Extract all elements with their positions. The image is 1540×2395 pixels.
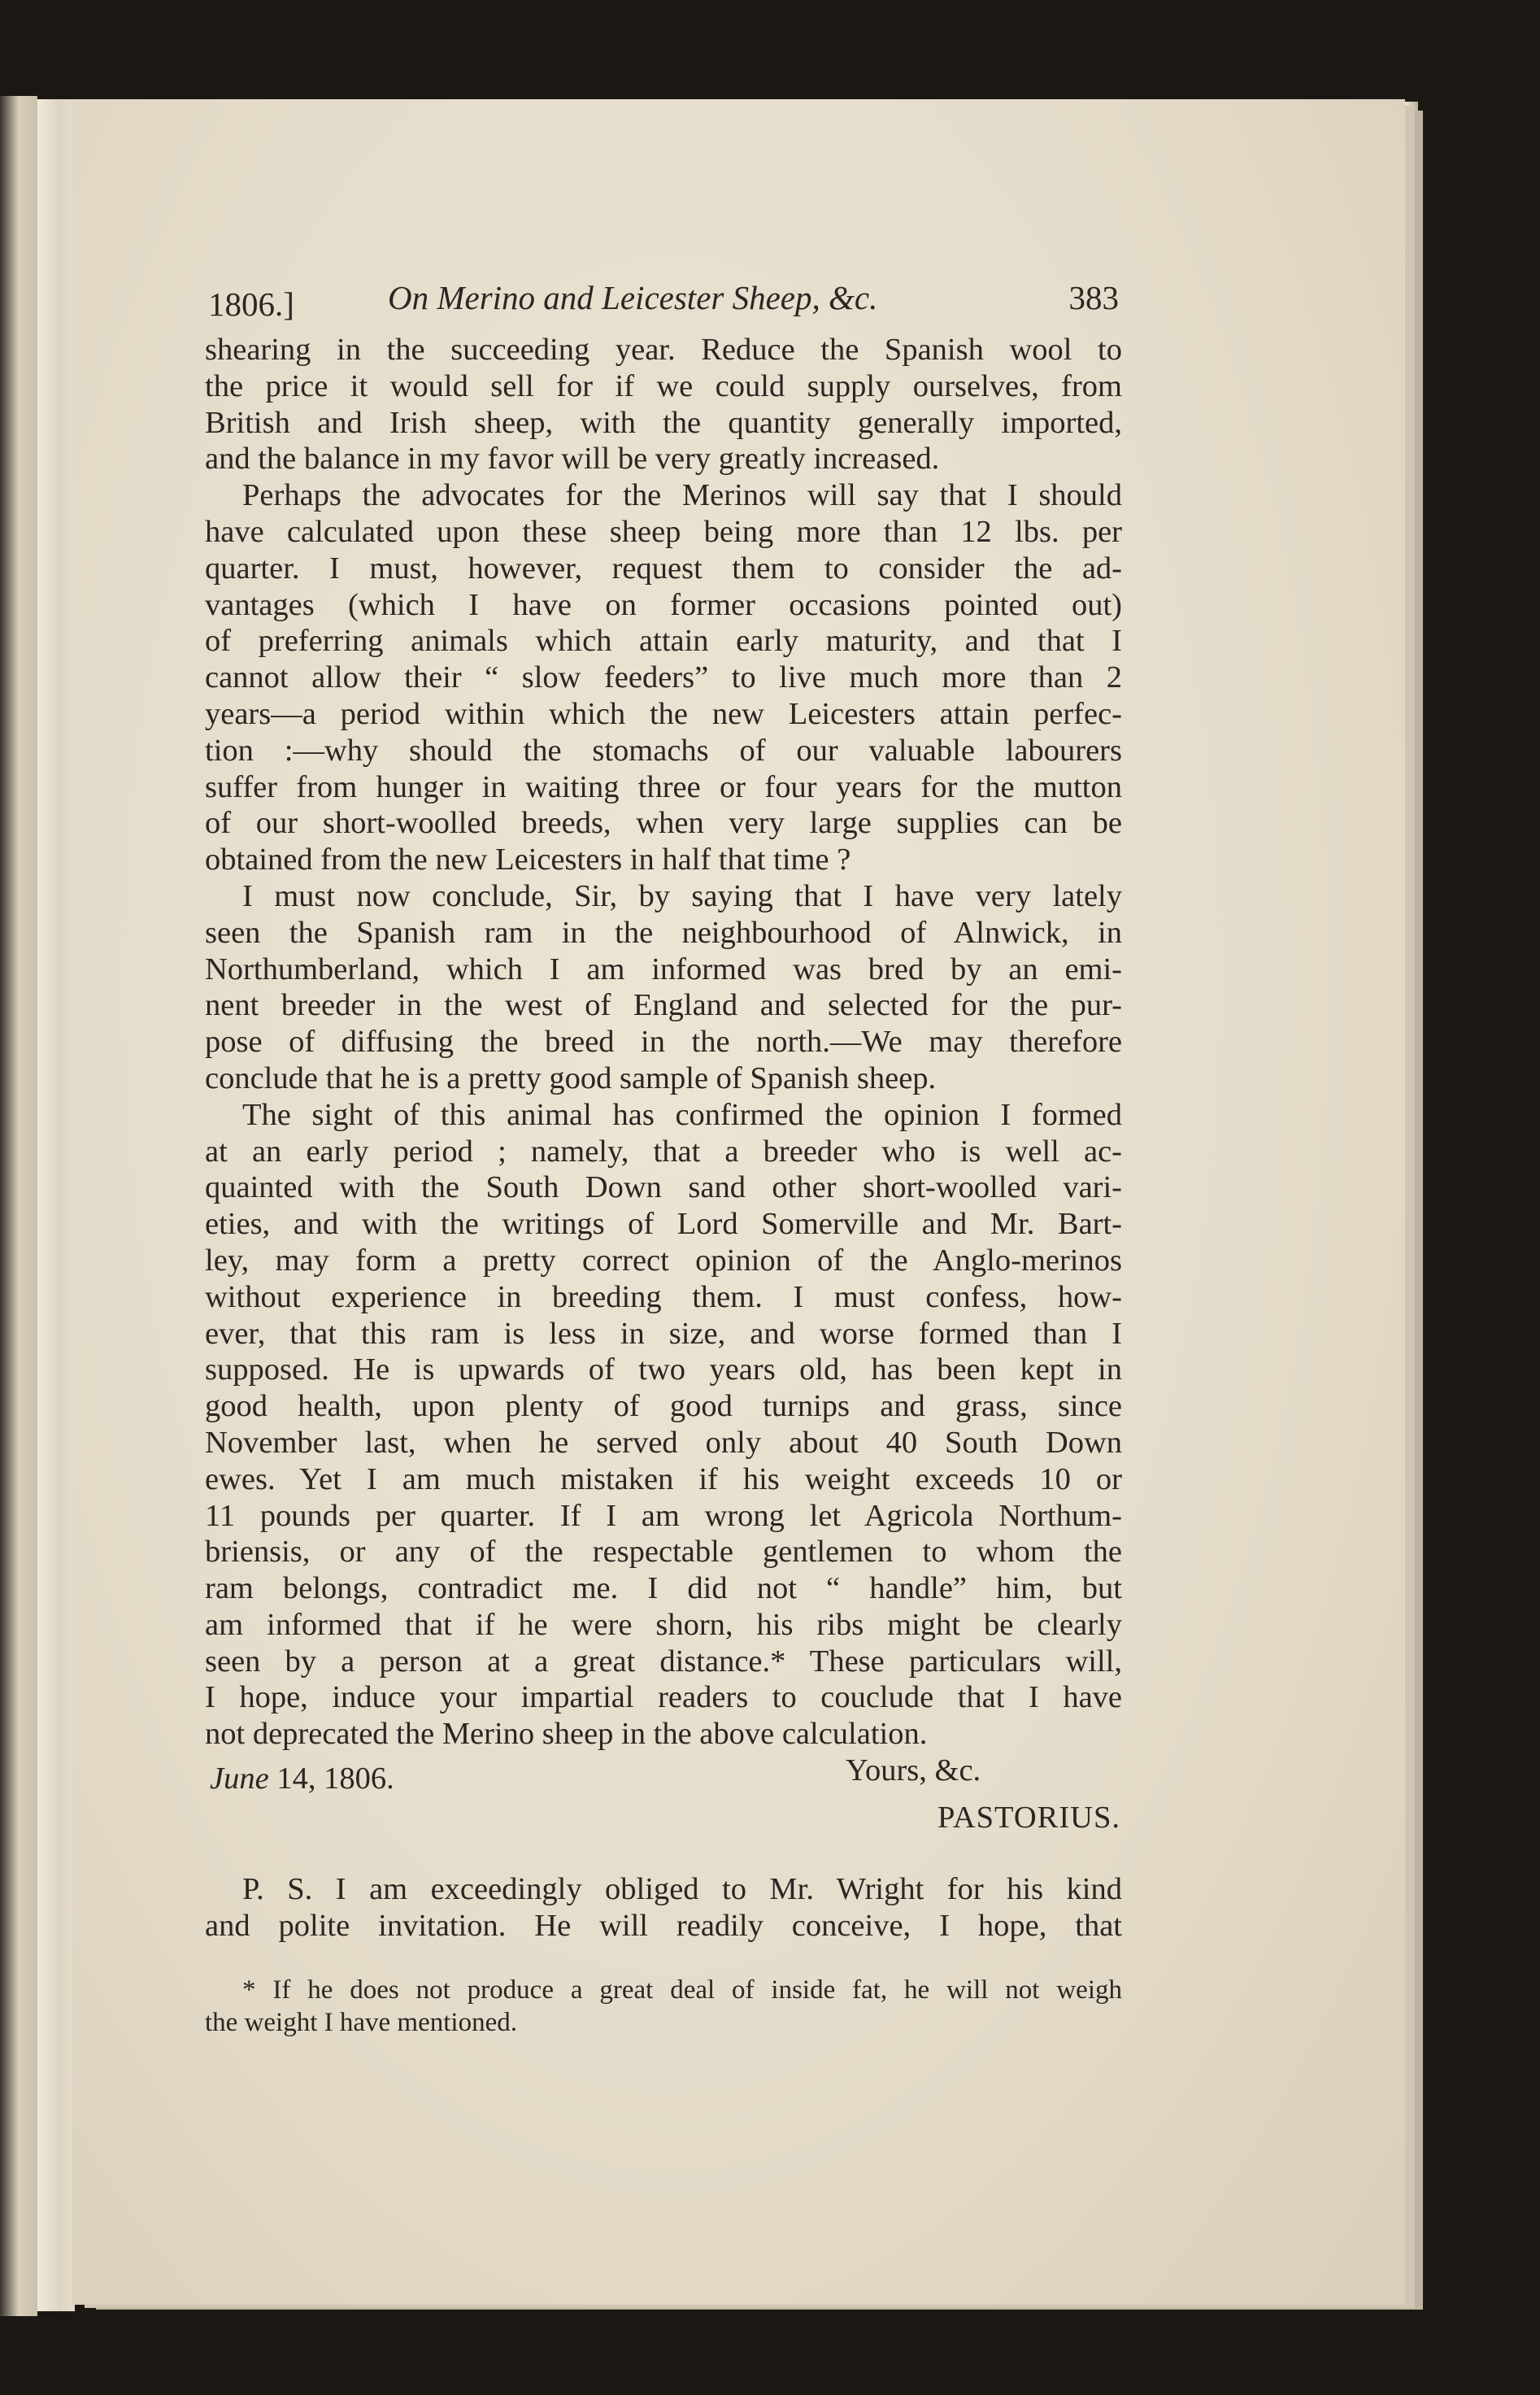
- text-line: years—a period within which the new Leicesters attain perfec-: [205, 696, 1122, 731]
- text-line: P. S. I am exceedingly obliged to Mr. Wright for his kind: [242, 1872, 1122, 1907]
- text-line: suffer from hunger in waiting three or four years for the mutton: [205, 769, 1122, 804]
- date-month: June: [210, 1761, 269, 1796]
- page-text: [205, 278, 1122, 2039]
- paragraph-3: [205, 878, 1122, 1097]
- text-line: supposed. He is upwards of two years old, has been kept in: [205, 1352, 1122, 1387]
- text-line: ewes. Yet I am much mistaken if his weight exceeds 10 or: [205, 1461, 1122, 1496]
- text-line: quainted with the South Down sand other short-woolled vari-: [205, 1170, 1122, 1205]
- header-title: On Merino and Leicester Sheep, &c.: [388, 279, 878, 316]
- running-head: [205, 278, 1122, 332]
- footnote-line: * If he does not produce a great deal of inside fat, he will not weigh: [242, 1975, 1122, 2005]
- text-line: I hope, induce your impartial readers to couclude that I have: [205, 1680, 1122, 1715]
- text-line: ley, may form a pretty correct opinion of the Anglo-merinos: [205, 1243, 1122, 1278]
- text-line: November last, when he served only about 40 South Down: [205, 1425, 1122, 1460]
- text-line: seen the Spanish ram in the neighbourhood of Alnwick, in: [205, 915, 1122, 950]
- text-line: of our short-woolled breeds, when very large supplies can be: [205, 806, 1122, 841]
- header-year: 1806.]: [208, 285, 294, 323]
- text-line: and polite invitation. He will readily conceive, I hope, that: [205, 1908, 1122, 1943]
- text-line: Northumberland, which I am informed was bred by an emi-: [205, 951, 1122, 986]
- closing-salutation: Yours, &c.: [846, 1753, 981, 1788]
- letter-date: [210, 1761, 394, 1796]
- paragraph-4: [205, 1097, 1122, 1753]
- text-line: good health, upon plenty of good turnips and grass, since: [205, 1389, 1122, 1424]
- previous-page-edge: [0, 96, 37, 2316]
- text-line: British and Irish sheep, with the quantity generally imported,: [205, 405, 1122, 440]
- binding-gutter: [37, 99, 75, 2311]
- text-line: briensis, or any of the respectable gentlemen to whom the: [205, 1535, 1122, 1570]
- text-line: pose of diffusing the breed in the north.—We may therefore: [205, 1025, 1122, 1060]
- text-line: the price it would sell for if we could supply ourselves, from: [205, 368, 1122, 403]
- text-line: ram belongs, contradict me. I did not “ handle” him, but: [205, 1571, 1122, 1606]
- postscript: [205, 1871, 1122, 1944]
- text-line: of preferring animals which attain early maturity, and that I: [205, 624, 1122, 659]
- text-line: Perhaps the advocates for the Merinos will say that I should: [242, 478, 1122, 513]
- text-line: have calculated upon these sheep being more than 12 lbs. per: [205, 514, 1122, 549]
- text-line: not deprecated the Merino sheep in the above calculation.: [205, 1717, 928, 1752]
- footnote-line: the weight I have mentioned.: [205, 2007, 517, 2037]
- text-line: conclude that he is a pretty good sample of Spanish sheep.: [205, 1060, 937, 1095]
- text-line: cannot allow their “ slow feeders” to live much more than 2: [205, 660, 1122, 695]
- text-line: and the balance in my favor will be very greatly increased.: [205, 442, 940, 477]
- author-signature: PASTORIUS.: [937, 1801, 1120, 1835]
- text-line: shearing in the succeeding year. Reduce the Spanish wool to: [205, 333, 1122, 367]
- footnote: [205, 1974, 1122, 2039]
- paragraph-2: [205, 477, 1122, 878]
- text-line: seen by a person at a great distance.* These particulars will,: [205, 1644, 1122, 1679]
- page-number: 383: [1068, 279, 1119, 316]
- text-line: nent breeder in the west of England and selected for the pur-: [205, 988, 1122, 1023]
- text-line: eties, and with the writings of Lord Somerville and Mr. Bart-: [205, 1207, 1122, 1242]
- text-line: am informed that if he were shorn, his ribs might be clearly: [205, 1607, 1122, 1642]
- text-line: vantages (which I have on former occasions pointed out): [205, 587, 1122, 622]
- text-line: obtained from the new Leicesters in half that time ?: [205, 843, 851, 877]
- date-numbers: 14, 1806.: [276, 1761, 394, 1796]
- letter-signoff: [205, 1753, 1122, 1849]
- text-line: quarter. I must, however, request them to consider the ad-: [205, 551, 1122, 586]
- text-line: The sight of this animal has confirmed the opinion I formed: [242, 1097, 1122, 1132]
- text-line: at an early period ; namely, that a breeder who is well ac-: [205, 1134, 1122, 1169]
- text-line: 11 pounds per quarter. If I am wrong let Agricola Northum-: [205, 1498, 1122, 1533]
- paragraph-1: [205, 332, 1122, 477]
- text-line: ever, that this ram is less in size, and worse formed than I: [205, 1316, 1122, 1351]
- text-line: without experience in breeding them. I must confess, how-: [205, 1279, 1122, 1314]
- text-line: I must now conclude, Sir, by saying that I have very lately: [242, 878, 1122, 913]
- text-line: tion :—why should the stomachs of our valuable labourers: [205, 733, 1122, 768]
